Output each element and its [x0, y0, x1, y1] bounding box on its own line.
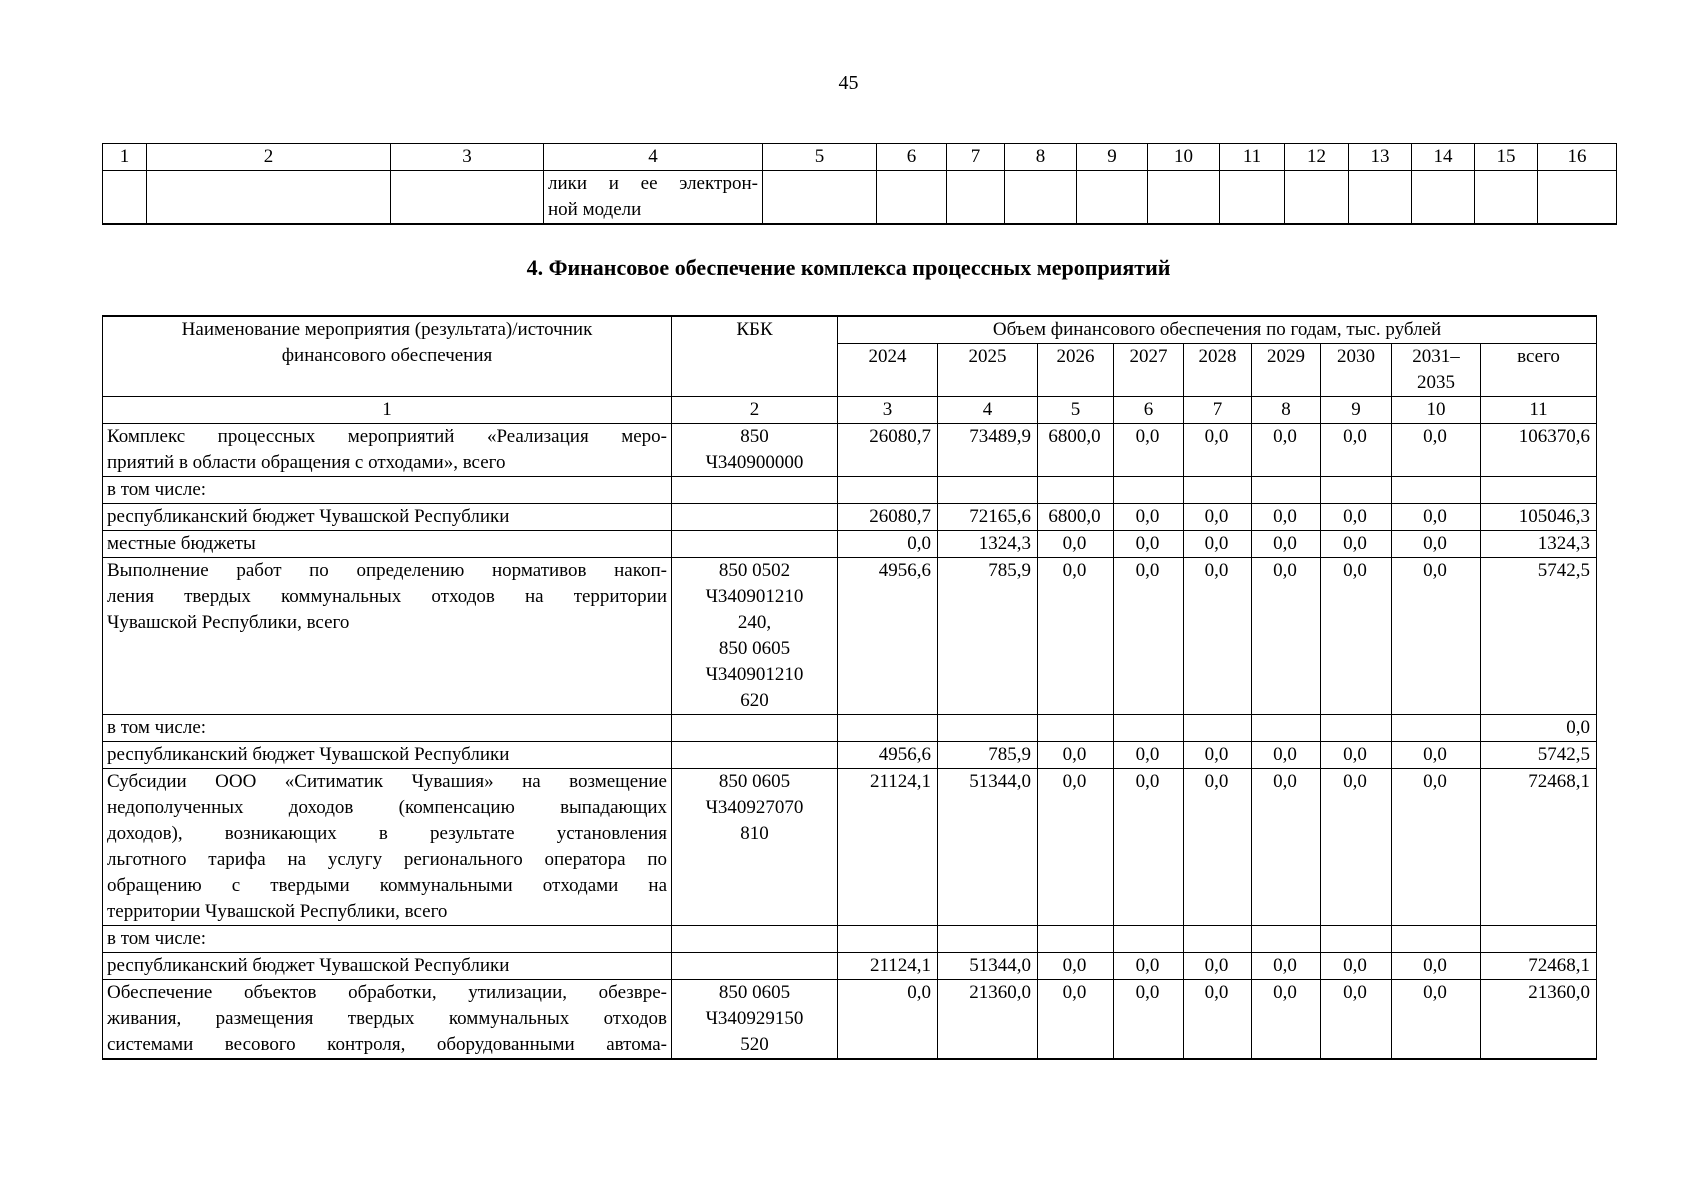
value-cell: 4956,6	[838, 558, 938, 715]
row-name-line: в том числе:	[107, 717, 207, 738]
value-cell: 785,9	[938, 742, 1038, 769]
value-cell: 0,0	[1184, 980, 1252, 1060]
column-number: 1	[103, 397, 672, 424]
row-name-line: недополученных доходов (компенсацию выпадающих	[107, 797, 667, 818]
value-cell: 0,0	[1184, 769, 1252, 926]
value-cell: 0,0	[1114, 531, 1184, 558]
row-name-cell	[103, 953, 672, 980]
row-name-line: республиканский бюджет Чувашской Республики	[107, 955, 510, 976]
value-cell: 0,0	[1252, 558, 1321, 715]
value-cell: 0,0	[1038, 953, 1114, 980]
row-name-line: республиканский бюджет Чувашской Республики	[107, 506, 510, 527]
value-cell: 0,0	[1038, 558, 1114, 715]
table-row	[103, 424, 1597, 477]
value-cell	[838, 715, 938, 742]
kbk-header: КБК	[672, 316, 838, 397]
kbk-line: Ч340900000	[705, 452, 804, 473]
value-cell: 0,0	[1038, 769, 1114, 926]
kbk-line: 850 0605	[718, 982, 791, 1003]
column-number: 9	[1321, 397, 1392, 424]
col-header: 11	[1220, 144, 1285, 171]
row-name-line: в том числе:	[107, 928, 207, 949]
col-header: 3	[391, 144, 544, 171]
col-header: 4	[544, 144, 763, 171]
value-cell	[1184, 477, 1252, 504]
kbk-cell	[672, 980, 838, 1060]
value-cell	[1038, 477, 1114, 504]
value-cell	[1392, 715, 1481, 742]
continuation-header-row	[103, 144, 1617, 171]
year-header: 2025	[938, 344, 1038, 397]
row-name-line: местные бюджеты	[107, 533, 256, 554]
value-cell	[1392, 477, 1481, 504]
kbk-cell	[672, 558, 838, 715]
total-value-cell: 106370,6	[1481, 424, 1597, 477]
value-cell: 0,0	[1252, 769, 1321, 926]
table-row	[103, 558, 1597, 715]
column-number: 6	[1114, 397, 1184, 424]
column-number: 5	[1038, 397, 1114, 424]
value-cell	[1321, 477, 1392, 504]
header-row	[103, 316, 1597, 344]
value-cell: 0,0	[1321, 953, 1392, 980]
value-cell: 0,0	[1184, 742, 1252, 769]
column-number: 4	[938, 397, 1038, 424]
row-name-cell	[103, 504, 672, 531]
value-cell	[1252, 715, 1321, 742]
row-name-cell	[103, 980, 672, 1060]
year-header: 2024	[838, 344, 938, 397]
row-name-cell	[103, 558, 672, 715]
year-header: 2030	[1321, 344, 1392, 397]
col-header: 10	[1148, 144, 1220, 171]
value-cell	[838, 926, 938, 953]
value-cell	[938, 926, 1038, 953]
col-header: 8	[1005, 144, 1077, 171]
kbk-line: 850 0605	[718, 638, 791, 659]
row-name-line: ления твердых коммунальных отходов на территории	[107, 586, 667, 607]
value-cell: 0,0	[1252, 742, 1321, 769]
value-cell: 0,0	[1321, 424, 1392, 477]
col-header: 9	[1077, 144, 1148, 171]
year-header: 2026	[1038, 344, 1114, 397]
kbk-line: 520	[740, 1034, 769, 1055]
kbk-cell	[672, 715, 838, 742]
kbk-line: Ч340927070	[705, 797, 804, 818]
col-header: 13	[1349, 144, 1412, 171]
value-cell: 785,9	[938, 558, 1038, 715]
value-cell: 0,0	[1184, 558, 1252, 715]
total-value-cell: 72468,1	[1481, 953, 1597, 980]
value-cell: 0,0	[1252, 953, 1321, 980]
value-cell: 26080,7	[838, 424, 938, 477]
kbk-cell	[672, 769, 838, 926]
value-cell: 0,0	[1392, 558, 1481, 715]
value-cell: 4956,6	[838, 742, 938, 769]
table-row	[103, 926, 1597, 953]
total-value-cell	[1481, 477, 1597, 504]
table-row	[103, 953, 1597, 980]
value-cell: 0,0	[1114, 742, 1184, 769]
table-row	[103, 742, 1597, 769]
kbk-line: 850 0605	[718, 771, 791, 792]
value-cell: 0,0	[1114, 558, 1184, 715]
table-row	[103, 715, 1597, 742]
kbk-line: 850	[740, 426, 769, 447]
value-cell	[1114, 477, 1184, 504]
column-number: 8	[1252, 397, 1321, 424]
value-cell	[1321, 715, 1392, 742]
kbk-cell	[672, 926, 838, 953]
col-header: 16	[1538, 144, 1617, 171]
value-cell: 0,0	[1038, 742, 1114, 769]
value-cell: 0,0	[1184, 424, 1252, 477]
value-cell: 0,0	[1321, 742, 1392, 769]
value-cell: 26080,7	[838, 504, 938, 531]
value-cell	[1392, 926, 1481, 953]
value-cell: 0,0	[1252, 504, 1321, 531]
total-value-cell: 0,0	[1481, 715, 1597, 742]
value-cell: 0,0	[1321, 531, 1392, 558]
row-name-cell	[103, 477, 672, 504]
value-cell: 51344,0	[938, 769, 1038, 926]
row-name-line: льготного тарифа на услугу регионального оператора по	[107, 849, 667, 870]
kbk-cell	[672, 953, 838, 980]
volume-header: Объем финансового обеспечения по годам, тыс. рублей	[838, 316, 1597, 344]
table-row	[103, 980, 1597, 1060]
value-cell	[1321, 926, 1392, 953]
table-row	[103, 504, 1597, 531]
value-cell: 0,0	[1114, 424, 1184, 477]
column-number: 7	[1184, 397, 1252, 424]
row-name-cell	[103, 424, 672, 477]
column-number: 10	[1392, 397, 1481, 424]
column-number: 3	[838, 397, 938, 424]
page-number: 45	[838, 72, 859, 94]
row-name-line: Чувашской Республики, всего	[107, 612, 350, 633]
kbk-line: 240,	[737, 612, 772, 633]
col-header: 2	[147, 144, 391, 171]
kbk-line: Ч340929150	[705, 1008, 804, 1029]
year-range-header: 2031– 2035	[1392, 344, 1481, 397]
col-header: 1	[103, 144, 147, 171]
financing-table-body	[103, 424, 1597, 1060]
value-cell: 0,0	[1038, 980, 1114, 1060]
value-cell: 0,0	[1114, 504, 1184, 531]
year-header: 2027	[1114, 344, 1184, 397]
text-line: ной модели	[548, 199, 642, 220]
row-name-cell	[103, 715, 672, 742]
kbk-cell	[672, 477, 838, 504]
col-header: 6	[877, 144, 947, 171]
total-value-cell: 5742,5	[1481, 742, 1597, 769]
value-cell	[838, 477, 938, 504]
row-name-line: в том числе:	[107, 479, 207, 500]
row-name-line: Обеспечение объектов обработки, утилизации, обезвре-	[107, 982, 667, 1003]
value-cell: 0,0	[1321, 504, 1392, 531]
value-cell: 6800,0	[1038, 504, 1114, 531]
column-number-row	[103, 397, 1597, 424]
kbk-line: Ч340901210	[705, 586, 804, 607]
value-cell: 6800,0	[1038, 424, 1114, 477]
total-header: всего	[1481, 344, 1597, 397]
value-cell: 0,0	[1321, 980, 1392, 1060]
value-cell: 0,0	[1114, 980, 1184, 1060]
table-row	[103, 769, 1597, 926]
total-value-cell: 21360,0	[1481, 980, 1597, 1060]
value-cell	[1184, 926, 1252, 953]
col-header: 5	[763, 144, 877, 171]
value-cell: 0,0	[1114, 953, 1184, 980]
value-cell	[1114, 926, 1184, 953]
row-name-line: доходов), возникающих в результате установления	[107, 823, 667, 844]
col-header: 12	[1285, 144, 1349, 171]
row-name-cell	[103, 769, 672, 926]
row-name-line: Комплекс процессных мероприятий «Реализация меро-	[107, 426, 667, 447]
kbk-cell	[672, 504, 838, 531]
value-cell: 0,0	[1252, 424, 1321, 477]
value-cell: 0,0	[1392, 769, 1481, 926]
column-number: 11	[1481, 397, 1597, 424]
row-name-line: Субсидии ООО «Ситиматик Чувашия» на возмещение	[107, 771, 667, 792]
value-cell	[938, 715, 1038, 742]
text-line: лики и ее электрон-	[548, 173, 758, 194]
col-header: 14	[1412, 144, 1475, 171]
value-cell: 0,0	[1392, 504, 1481, 531]
continuation-table	[102, 143, 1617, 225]
value-cell: 72165,6	[938, 504, 1038, 531]
value-cell: 0,0	[1184, 504, 1252, 531]
value-cell: 0,0	[1184, 953, 1252, 980]
year-header: 2029	[1252, 344, 1321, 397]
value-cell: 0,0	[1392, 742, 1481, 769]
value-cell	[1038, 926, 1114, 953]
row-name-line: территории Чувашской Республики, всего	[107, 901, 448, 922]
col-header: 15	[1475, 144, 1538, 171]
value-cell: 1324,3	[938, 531, 1038, 558]
value-cell: 0,0	[1321, 558, 1392, 715]
value-cell	[938, 477, 1038, 504]
continuation-row	[103, 171, 1617, 225]
row-name-cell	[103, 531, 672, 558]
value-cell: 0,0	[1252, 531, 1321, 558]
value-cell: 73489,9	[938, 424, 1038, 477]
kbk-line: 810	[740, 823, 769, 844]
col-header: 7	[947, 144, 1005, 171]
name-header: Наименование мероприятия (результата)/источник финансового обеспечения	[103, 316, 672, 397]
column-number: 2	[672, 397, 838, 424]
value-cell: 0,0	[1392, 531, 1481, 558]
value-cell	[1252, 926, 1321, 953]
total-value-cell	[1481, 926, 1597, 953]
kbk-line: 620	[740, 690, 769, 711]
value-cell: 21124,1	[838, 769, 938, 926]
year-header: 2028	[1184, 344, 1252, 397]
kbk-line: 850 0502	[718, 560, 791, 581]
value-cell: 0,0	[1392, 953, 1481, 980]
value-cell	[1184, 715, 1252, 742]
value-cell: 0,0	[1184, 531, 1252, 558]
value-cell	[1252, 477, 1321, 504]
value-cell	[1038, 715, 1114, 742]
value-cell: 0,0	[838, 980, 938, 1060]
value-cell: 0,0	[1392, 424, 1481, 477]
kbk-cell	[672, 742, 838, 769]
table-row	[103, 477, 1597, 504]
section-title: 4. Финансовое обеспечение комплекса процессных мероприятий	[526, 255, 1171, 280]
value-cell: 51344,0	[938, 953, 1038, 980]
total-value-cell: 105046,3	[1481, 504, 1597, 531]
kbk-cell	[672, 531, 838, 558]
value-cell: 0,0	[1321, 769, 1392, 926]
row-name-line: живания, размещения твердых коммунальных отходов	[107, 1008, 667, 1029]
total-value-cell: 5742,5	[1481, 558, 1597, 715]
financing-table	[102, 315, 1597, 1060]
continuation-text-cell	[544, 171, 763, 225]
value-cell: 0,0	[1038, 531, 1114, 558]
kbk-cell	[672, 424, 838, 477]
row-name-line: системами весового контроля, оборудованными автома-	[107, 1034, 667, 1055]
value-cell: 0,0	[1114, 769, 1184, 926]
row-name-line: приятий в области обращения с отходами», всего	[107, 452, 506, 473]
value-cell: 21124,1	[838, 953, 938, 980]
row-name-cell	[103, 742, 672, 769]
table-row	[103, 531, 1597, 558]
row-name-line: обращению с твердыми коммунальными отходами на	[107, 875, 667, 896]
value-cell	[1114, 715, 1184, 742]
value-cell: 21360,0	[938, 980, 1038, 1060]
row-name-cell	[103, 926, 672, 953]
value-cell: 0,0	[1392, 980, 1481, 1060]
value-cell: 0,0	[838, 531, 938, 558]
value-cell: 0,0	[1252, 980, 1321, 1060]
row-name-line: республиканский бюджет Чувашской Республики	[107, 744, 510, 765]
total-value-cell: 1324,3	[1481, 531, 1597, 558]
row-name-line: Выполнение работ по определению нормативов накоп-	[107, 560, 667, 581]
kbk-line: Ч340901210	[705, 664, 804, 685]
total-value-cell: 72468,1	[1481, 769, 1597, 926]
